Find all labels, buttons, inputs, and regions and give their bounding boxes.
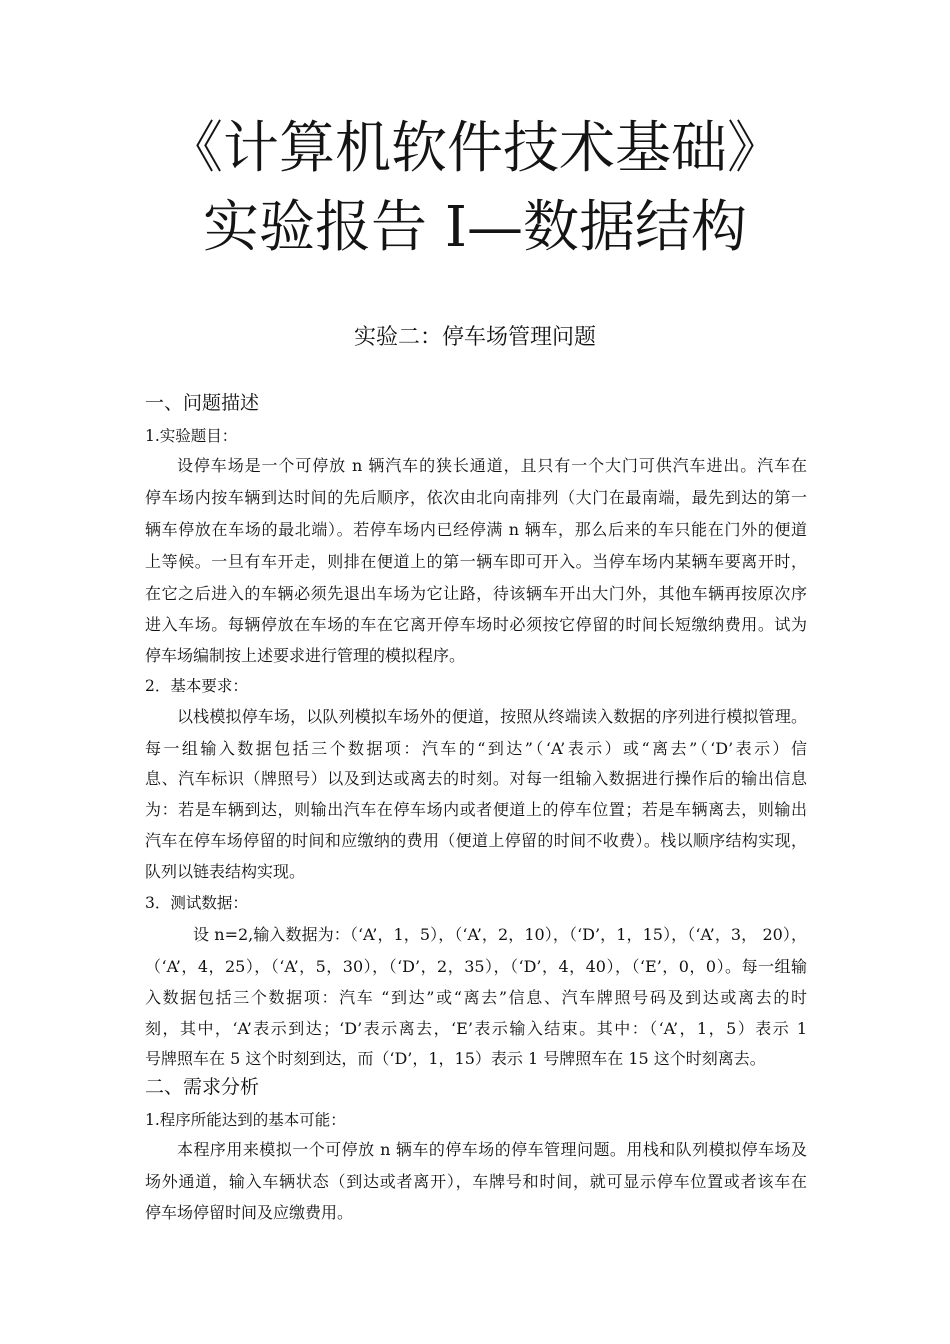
report-title-line-1: 《计算机软件技术基础》 — [167, 116, 783, 181]
paragraph-line: 汽车在停车场停留的时间和应缴纳的费用（便道上停留的时间不收费）。栈以顺序结构实现， — [145, 831, 807, 850]
paragraph-line: 设 n=2,输入数据为：（‘A’，1，5），（‘A’，2，10），（‘D’，1，15），（‘A’，3， 20）， — [193, 925, 807, 944]
paragraph-line: 为：若是车辆到达，则输出汽车在停车场内或者便道上的停车位置；若是车辆离去，则输出 — [145, 800, 807, 819]
paragraph-line: 设停车场是一个可停放 n 辆汽车的狭长通道，且只有一个大门可供汽车进出。汽车在 — [177, 456, 807, 475]
paragraph-line: 息、汽车标识（牌照号）以及到达或离去的时刻。对每一组输入数据进行操作后的输出信息 — [145, 769, 807, 788]
section-2-heading: 二、需求分析 — [145, 1076, 260, 1098]
paragraph-line: 在它之后进入的车辆必须先退出车场为它让路，待该辆车开出大门外，其他车辆再按原次序 — [145, 584, 807, 603]
experiment-subtitle: 实验二：停车场管理问题 — [353, 325, 596, 350]
paragraph-line: 入数据包括三个数据项：汽车 “到达”或“离去”信息、汽车牌照号码及到达或离去的时 — [145, 988, 807, 1007]
paragraph-line: 停车场内按车辆到达时间的先后顺序，依次由北向南排列（大门在最南端，最先到达的第一 — [145, 488, 807, 507]
report-title-line-2: 实验报告 I—数据结构 — [203, 195, 747, 260]
item-1-heading: 1.实验题目： — [145, 427, 238, 445]
item-3-heading: 3．测试数据： — [145, 894, 248, 912]
paragraph-line: 以栈模拟停车场，以队列模拟车场外的便道，按照从终端读入数据的序列进行模拟管理。 — [177, 707, 807, 726]
paragraph-line: 刻，其中，‘A’表示到达；‘D’表示离去，‘E’表示输入结束。其中：（‘A’，1，5）表示 1 — [145, 1019, 807, 1038]
paragraph-line: （‘A’，4，25），（‘A’，5，30），（‘D’，2，35），（‘D’，4，40），（‘E’，0，0）。每一组输 — [145, 957, 807, 976]
item-2-heading: 2．基本要求： — [145, 677, 248, 695]
paragraph-line: 每一组输入数据包括三个数据项：汽车的“到达”（‘A’表示）或“离去”（‘D’表示）信 — [145, 739, 807, 758]
paragraph-line: 进入车场。每辆停放在车场的车在它离开停车场时必须按它停留的时间长短缴纳费用。试为 — [145, 615, 807, 634]
paragraph-line: 本程序用来模拟一个可停放 n 辆车的停车场的停车管理问题。用栈和队列模拟停车场及 — [177, 1140, 807, 1159]
paragraph-line: 队列以链表结构实现。 — [145, 862, 306, 881]
paragraph-line: 停车场编制按上述要求进行管理的模拟程序。 — [145, 646, 466, 665]
paragraph-line: 上等候。一旦有车开走，则排在便道上的第一辆车即可开入。当停车场内某辆车要离开时， — [145, 552, 807, 571]
paragraph-line: 停车场停留时间及应缴费用。 — [145, 1203, 354, 1222]
paragraph-line: 场外通道，输入车辆状态（到达或者离开），车牌号和时间，就可显示停车位置或者该车在 — [145, 1172, 807, 1191]
paragraph-line: 号牌照车在 5 这个时刻到达，而（‘D’，1，15）表示 1 号牌照车在 15 这个时刻离去。 — [145, 1049, 766, 1068]
paragraph-line: 辆车停放在车场的最北端）。若停车场内已经停满 n 辆车，那么后来的车只能在门外的便道 — [145, 520, 807, 539]
section-1-heading: 一、问题描述 — [145, 392, 260, 414]
item-1-heading: 1.程序所能达到的基本可能： — [145, 1111, 346, 1129]
